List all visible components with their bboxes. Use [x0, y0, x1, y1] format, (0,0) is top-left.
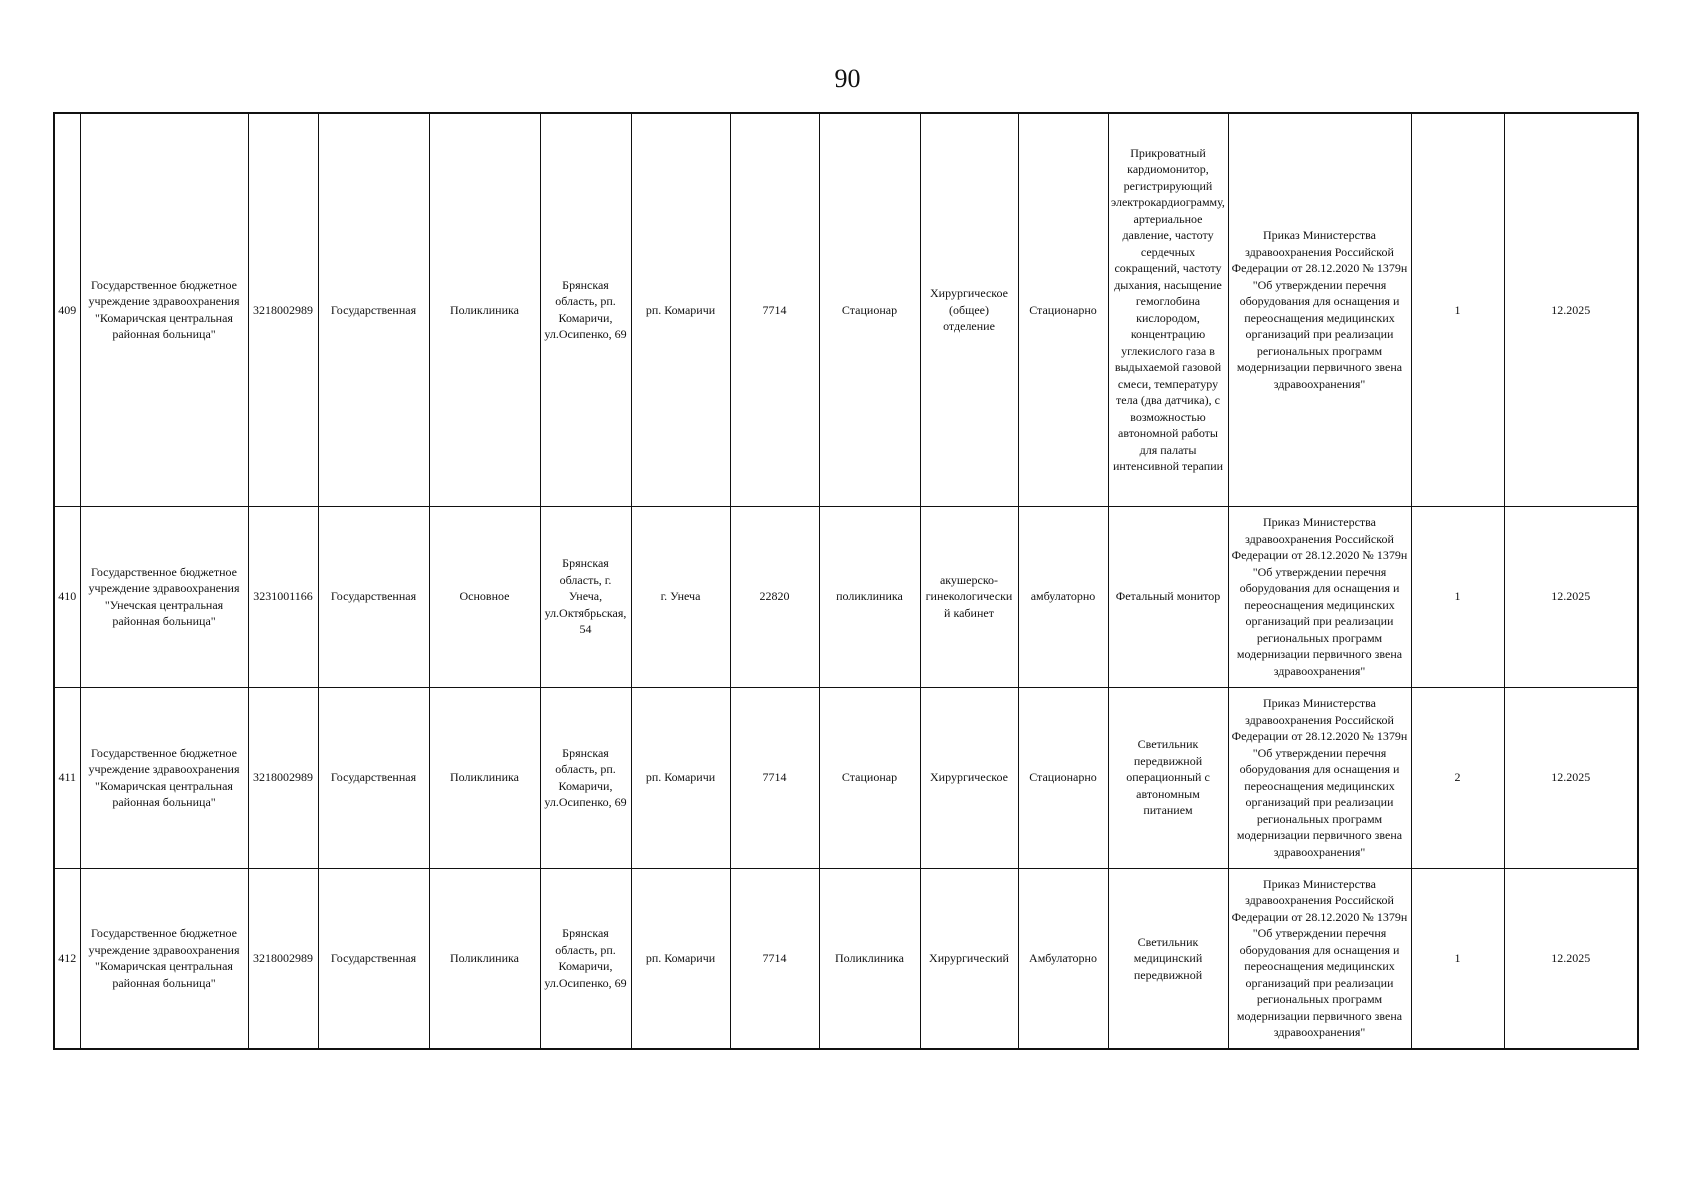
inn-cell: 3218002989 [248, 868, 318, 1049]
population-cell: 7714 [730, 868, 819, 1049]
legal-basis-cell: Приказ Министерства здравоохранения Российской Федерации от 28.12.2020 № 1379н "Об утверждении перечня оборудования для оснащения и переоснащения медицинских организаций при реализации региональных программ модернизации первичного звена здравоохранения" [1228, 687, 1411, 868]
equipment-cell: Светильник передвижной операционный с автономным питанием [1108, 687, 1228, 868]
date-cell: 12.2025 [1504, 113, 1638, 506]
page-number: 90 [834, 64, 861, 93]
facility-type-cell: Основное [429, 506, 540, 687]
equipment-cell: Фетальный монитор [1108, 506, 1228, 687]
inn-cell: 3218002989 [248, 687, 318, 868]
row-number-cell: 410 [54, 506, 80, 687]
equipment-registry-table [53, 112, 1639, 1050]
quantity-cell: 2 [1411, 687, 1504, 868]
population-cell: 7714 [730, 687, 819, 868]
institution-cell: Государственное бюджетное учреждение здравоохранения "Комаричская центральная районная больница" [80, 113, 248, 506]
quantity-cell: 1 [1411, 506, 1504, 687]
equipment-cell: Светильник медицинский передвижной [1108, 868, 1228, 1049]
population-cell: 22820 [730, 506, 819, 687]
facility-type-cell: Поликлиника [429, 687, 540, 868]
care-form-cell: Стационарно [1018, 687, 1108, 868]
population-cell: 7714 [730, 113, 819, 506]
equipment-cell: Прикроватный кардиомонитор, регистрирующий электрокардиограмму, артериальное давление, частоту сердечных сокращений, частоту дыхания, насыщение гемоглобина кислородом, концентрацию углекислого газа в выдыхаемой газовой смеси, температуру тела (два датчика), с возможностью автономной работы для палаты интенсивной терапии [1108, 113, 1228, 506]
care-form-cell: Стационарно [1018, 113, 1108, 506]
address-cell: Брянская область, рп. Комаричи, ул.Осипенко, 69 [540, 687, 631, 868]
locality-cell: рп. Комаричи [631, 687, 730, 868]
department-cell: акушерско-гинекологический кабинет [920, 506, 1018, 687]
care-form-cell: амбулаторно [1018, 506, 1108, 687]
table-row [54, 687, 1638, 868]
facility-type-cell: Поликлиника [429, 113, 540, 506]
ownership-cell: Государственная [318, 113, 429, 506]
row-number-cell: 409 [54, 113, 80, 506]
date-cell: 12.2025 [1504, 687, 1638, 868]
legal-basis-cell: Приказ Министерства здравоохранения Российской Федерации от 28.12.2020 № 1379н "Об утверждении перечня оборудования для оснащения и переоснащения медицинских организаций при реализации региональных программ модернизации первичного звена здравоохранения" [1228, 868, 1411, 1049]
institution-cell: Государственное бюджетное учреждение здравоохранения "Комаричская центральная районная больница" [80, 687, 248, 868]
table-row [54, 506, 1638, 687]
department-cell: Хирургическое (общее) отделение [920, 113, 1018, 506]
care-form-cell: Амбулаторно [1018, 868, 1108, 1049]
address-cell: Брянская область, рп. Комаричи, ул.Осипенко, 69 [540, 868, 631, 1049]
facility-type-cell: Поликлиника [429, 868, 540, 1049]
institution-cell: Государственное бюджетное учреждение здравоохранения "Унечская центральная районная больница" [80, 506, 248, 687]
legal-basis-cell: Приказ Министерства здравоохранения Российской Федерации от 28.12.2020 № 1379н "Об утверждении перечня оборудования для оснащения и переоснащения медицинских организаций при реализации региональных программ модернизации первичного звена здравоохранения" [1228, 113, 1411, 506]
quantity-cell: 1 [1411, 113, 1504, 506]
unit-cell: Поликлиника [819, 868, 920, 1049]
locality-cell: рп. Комаричи [631, 868, 730, 1049]
ownership-cell: Государственная [318, 506, 429, 687]
inn-cell: 3218002989 [248, 113, 318, 506]
row-number-cell: 412 [54, 868, 80, 1049]
department-cell: Хирургическое [920, 687, 1018, 868]
table-row [54, 868, 1638, 1049]
unit-cell: Стационар [819, 687, 920, 868]
date-cell: 12.2025 [1504, 868, 1638, 1049]
address-cell: Брянская область, рп. Комаричи, ул.Осипенко, 69 [540, 113, 631, 506]
row-number-cell: 411 [54, 687, 80, 868]
address-cell: Брянская область, г. Унеча, ул.Октябрьская, 54 [540, 506, 631, 687]
inn-cell: 3231001166 [248, 506, 318, 687]
legal-basis-cell: Приказ Министерства здравоохранения Российской Федерации от 28.12.2020 № 1379н "Об утверждении перечня оборудования для оснащения и переоснащения медицинских организаций при реализации региональных программ модернизации первичного звена здравоохранения" [1228, 506, 1411, 687]
unit-cell: поликлиника [819, 506, 920, 687]
ownership-cell: Государственная [318, 687, 429, 868]
department-cell: Хирургический [920, 868, 1018, 1049]
quantity-cell: 1 [1411, 868, 1504, 1049]
locality-cell: рп. Комаричи [631, 113, 730, 506]
institution-cell: Государственное бюджетное учреждение здравоохранения "Комаричская центральная районная больница" [80, 868, 248, 1049]
locality-cell: г. Унеча [631, 506, 730, 687]
table-row [54, 113, 1638, 506]
date-cell: 12.2025 [1504, 506, 1638, 687]
ownership-cell: Государственная [318, 868, 429, 1049]
unit-cell: Стационар [819, 113, 920, 506]
